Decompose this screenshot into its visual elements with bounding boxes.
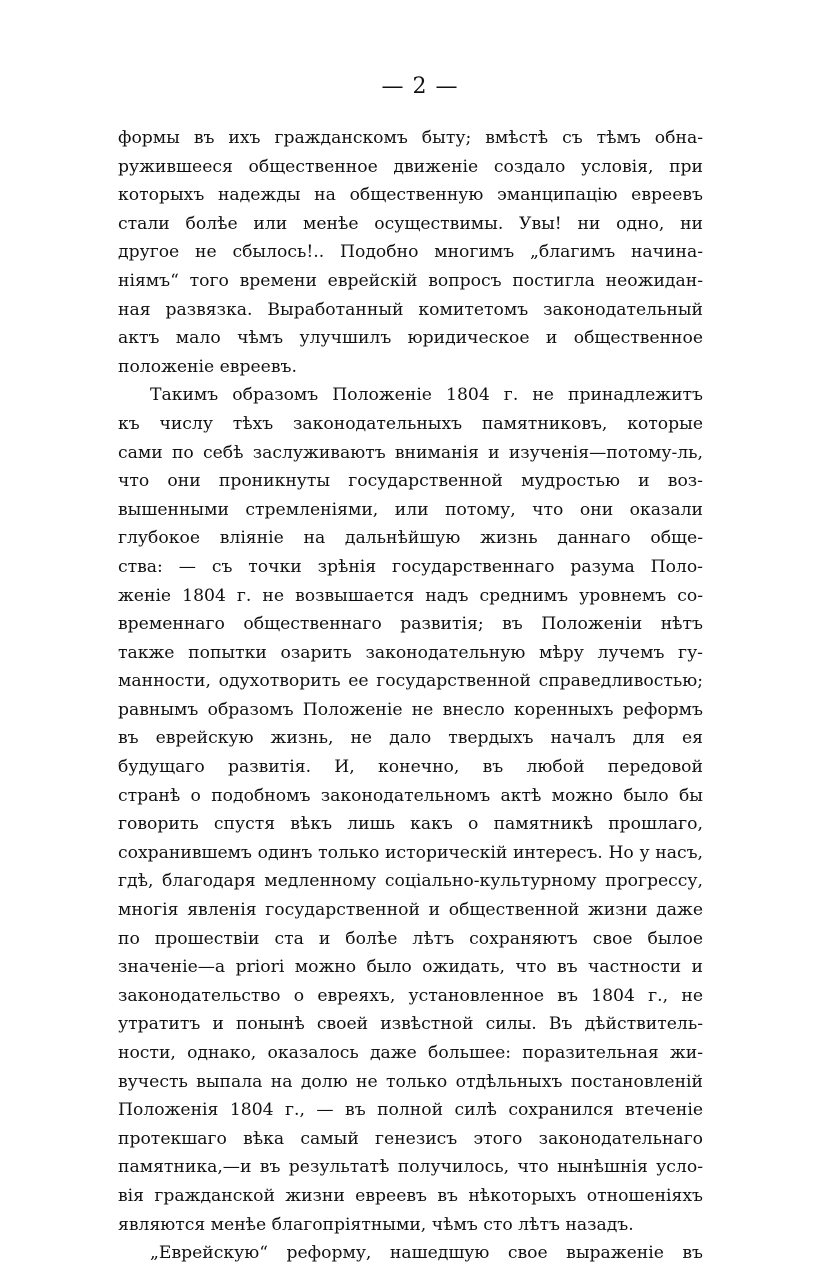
text-line: ности, однако, оказалось даже большее: поразительная жи-: [118, 1043, 703, 1063]
text-line: равнымъ образомъ Положеніе не внесло коренныхъ реформъ: [118, 699, 703, 720]
text-line: стали болѣе или менѣе осуществимы. Увы! ни одно, ни: [118, 213, 703, 234]
text-line: ніямъ“ того времени еврейскій вопросъ постигла неожидан-: [118, 270, 703, 291]
text-line: сохранившемъ одинъ только историческій интересъ. Но у насъ,: [118, 842, 703, 863]
text-line: говорить спустя вѣкъ лишь какъ о памятникѣ прошлаго,: [118, 814, 703, 835]
text-line: вышенными стремленіями, или потому, что они оказали: [118, 499, 703, 520]
text-line: ная развязка. Выработанный комитетомъ законодательный: [118, 299, 703, 320]
text-line: многія явленія государственной и общественной жизни даже: [118, 900, 703, 921]
text-line: по прошествіи ста и болѣе лѣтъ сохраняютъ свое былое: [118, 928, 703, 949]
text-line: значеніе—a priori можно было ожидать, что въ частности и: [118, 957, 703, 978]
text-line: „Еврейскую“ реформу, нашедшую свое выраженіе въ: [150, 1243, 703, 1264]
text-line: утратитъ и понынѣ своей извѣстной силы. Въ дѣйствитель-: [118, 1014, 703, 1035]
text-line: вучесть выпала на долю не только отдѣльныхъ постановленій: [118, 1071, 703, 1092]
text-line: протекшаго вѣка самый генезисъ этого законодательнаго: [118, 1128, 703, 1149]
body-text: [118, 124, 703, 1268]
text-line: манности, одухотворить ее государственной справедливостью;: [118, 671, 703, 692]
text-line: къ числу тѣхъ законодательныхъ памятниковъ, которые: [118, 413, 703, 434]
text-line: Положенія 1804 г., — въ полной силѣ сохранился втеченіе: [118, 1100, 703, 1121]
text-line: временнаго общественнаго развитія; въ Положеніи нѣтъ: [118, 614, 703, 635]
text-line: женіе 1804 г. не возвышается надъ среднимъ уровнемъ со-: [118, 585, 703, 606]
text-line: формы въ ихъ гражданскомъ быту; вмѣстѣ съ тѣмъ обна-: [118, 128, 703, 148]
text-line: памятника,—и въ результатѣ получилось, что нынѣшнія усло-: [118, 1157, 703, 1178]
text-line: глубокое вліяніе на дальнѣйшую жизнь даннаго обще-: [118, 528, 703, 549]
text-line: странѣ о подобномъ законодательномъ актѣ можно было бы: [118, 785, 703, 806]
text-line: ружившееся общественное движеніе создало условія, при: [118, 156, 703, 177]
text-line: также попытки озарить законодательную мѣру лучемъ гу-: [118, 642, 703, 663]
text-line: Такимъ образомъ Положеніе 1804 г. не принадлежитъ: [150, 385, 703, 406]
text-line: положеніе евреевъ.: [118, 356, 297, 377]
text-line: въ еврейскую жизнь, не дало твердыхъ началъ для ея: [118, 728, 703, 749]
text-line: ства: — съ точки зрѣнія государственнаго разума Поло-: [118, 556, 703, 577]
text-line: вія гражданской жизни евреевъ въ нѣкоторыхъ отношеніяхъ: [118, 1185, 703, 1206]
text-line: гдѣ, благодаря медленному соціально-культурному прогрессу,: [118, 871, 703, 892]
text-line: сами по себѣ заслуживаютъ вниманія и изученія—потому-ль,: [118, 442, 703, 463]
text-line: будущаго развитія. И, конечно, въ любой передовой: [118, 757, 703, 778]
text-line: которыхъ надежды на общественную эманципацію евреевъ: [118, 185, 703, 206]
text-line: что они проникнуты государственной мудростью и воз-: [118, 471, 703, 492]
text-line: актъ мало чѣмъ улучшилъ юридическое и общественное: [118, 328, 703, 349]
text-line: являются менѣе благопріятными, чѣмъ сто лѣтъ назадъ.: [118, 1214, 634, 1235]
page-number: — 2 —: [381, 74, 459, 99]
text-line: законодательство о евреяхъ, установленное въ 1804 г., не: [118, 985, 703, 1006]
text-line: другое не сбылось!.. Подобно многимъ „благимъ начина-: [118, 242, 703, 263]
